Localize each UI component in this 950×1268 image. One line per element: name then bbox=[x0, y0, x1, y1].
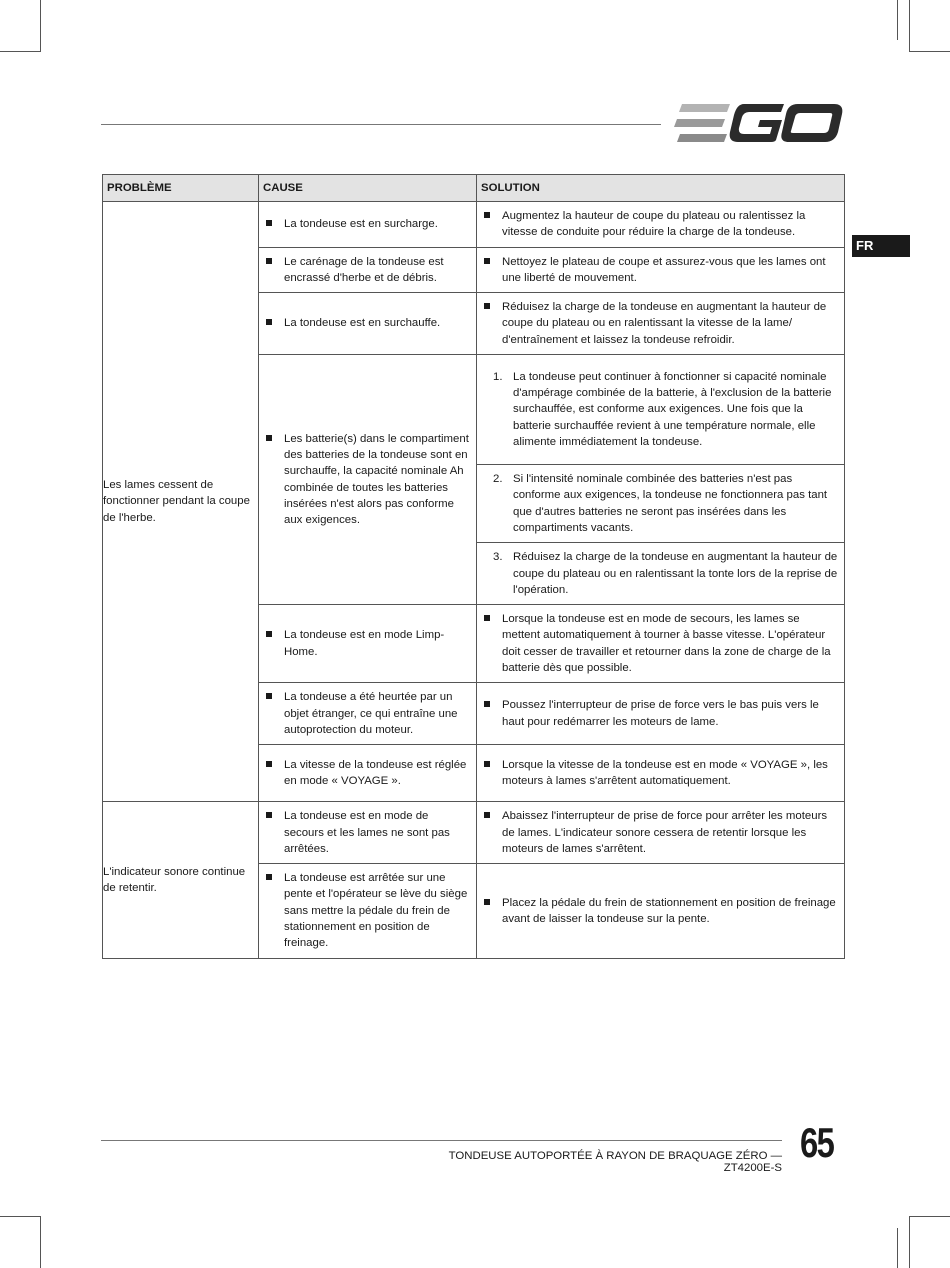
crop-mark bbox=[0, 51, 40, 52]
troubleshooting-table bbox=[102, 174, 845, 959]
cause-cell bbox=[259, 864, 477, 958]
crop-mark bbox=[0, 1216, 40, 1217]
cause-text: La tondeuse est arrêtée sur une pente et l'opérateur se lève du siège sans mettre la pédale du frein de stationnement en position de freinage. bbox=[259, 864, 476, 957]
solution-text: Placez la pédale du frein de stationnement en position de freinage avant de laisser la tondeuse sur la pente. bbox=[477, 889, 844, 934]
solution-cell bbox=[477, 683, 845, 745]
cause-cell bbox=[259, 293, 477, 355]
problem-cell: Les lames cessent de fonctionner pendant la coupe de l'herbe. bbox=[103, 202, 259, 802]
numbered-solution bbox=[477, 363, 844, 456]
solution-cell bbox=[477, 465, 845, 543]
cause-cell bbox=[259, 745, 477, 802]
crop-mark bbox=[909, 1216, 950, 1217]
cause-cell bbox=[259, 247, 477, 293]
solution-cell bbox=[477, 605, 845, 683]
cause-text: Le carénage de la tondeuse est encrassé d'herbe et de débris. bbox=[259, 248, 476, 293]
ego-logo bbox=[672, 102, 844, 144]
table-row bbox=[103, 802, 845, 864]
cause-text: La tondeuse est en surcharge. bbox=[259, 210, 476, 238]
solution-text: Lorsque la tondeuse est en mode de secours, les lames se mettent automatiquement à tourner à basse vitesse. L'opérateur doit cesser de travailler et retourner dans la zone de charge de la batterie dès que possible. bbox=[477, 605, 844, 682]
solution-text: Réduisez la charge de la tondeuse en augmentant la hauteur de coupe du plateau ou en ralentissant la tonte lors de la reprise de l'opération. bbox=[513, 551, 838, 596]
header-cause: CAUSE bbox=[259, 175, 477, 202]
cause-text: Les batterie(s) dans le compartiment des batteries de la tondeuse sont en surchauffe, la capacité nominale Ah combinée de toutes les batteries insérées n'est alors pas conforme aux exigences. bbox=[259, 425, 476, 535]
numbered-solution bbox=[477, 543, 844, 604]
table-row bbox=[103, 202, 845, 248]
crop-mark bbox=[909, 1216, 910, 1268]
language-tab: FR bbox=[852, 235, 910, 257]
crop-mark bbox=[909, 0, 910, 52]
header-rule bbox=[101, 124, 661, 125]
solution-cell bbox=[477, 745, 845, 802]
cause-cell bbox=[259, 202, 477, 248]
step-number: 3. bbox=[493, 551, 503, 564]
solution-cell bbox=[477, 293, 845, 355]
step-number: 2. bbox=[493, 473, 503, 486]
solution-text: Lorsque la vitesse de la tondeuse est en mode « VOYAGE », les moteurs à lames s'arrêtent automatiquement. bbox=[477, 751, 844, 796]
cause-cell bbox=[259, 683, 477, 745]
cause-text: La tondeuse est en mode de secours et les lames ne sont pas arrêtées. bbox=[259, 802, 476, 863]
solution-cell bbox=[477, 247, 845, 293]
crop-mark bbox=[40, 1216, 41, 1268]
cause-text: La tondeuse a été heurtée par un objet étranger, ce qui entraîne une autoprotection du moteur. bbox=[259, 683, 476, 744]
solution-cell bbox=[477, 802, 845, 864]
solution-text: Si l'intensité nominale combinée des batteries n'est pas conforme aux exigences, la tondeuse ne fonctionnera pas tant que d'autres batteries ne seront pas insérées dans les compartiments vacants. bbox=[513, 473, 828, 534]
header-solution: SOLUTION bbox=[477, 175, 845, 202]
solution-cell bbox=[477, 543, 845, 605]
cause-text: La tondeuse est en surchauffe. bbox=[259, 309, 476, 337]
solution-text: La tondeuse peut continuer à fonctionner si capacité nominale d'ampérage combinée de la batterie, à l'exclusion de la batterie surchauffée, est conforme aux exigences. Une fois que la batterie surchauffée revient à une température normale, elle alimente immédiatement la tondeuse. bbox=[513, 370, 832, 449]
crop-mark bbox=[909, 51, 950, 52]
crop-mark bbox=[897, 1228, 898, 1268]
cause-text: La tondeuse est en mode Limp-Home. bbox=[259, 621, 476, 666]
header-problem: PROBLÈME bbox=[103, 175, 259, 202]
problem-cell: L'indicateur sonore continue de retentir. bbox=[103, 802, 259, 958]
crop-mark bbox=[897, 0, 898, 40]
solution-text: Nettoyez le plateau de coupe et assurez-vous que les lames ont une liberté de mouvement. bbox=[477, 248, 844, 293]
cause-text: La vitesse de la tondeuse est réglée en mode « VOYAGE ». bbox=[259, 751, 476, 796]
solution-cell bbox=[477, 864, 845, 958]
cause-cell bbox=[259, 355, 477, 605]
cause-cell bbox=[259, 605, 477, 683]
numbered-solution bbox=[477, 465, 844, 542]
page-number: 65 bbox=[800, 1119, 834, 1166]
solution-text: Réduisez la charge de la tondeuse en augmentant la hauteur de coupe du plateau ou en ralentissant la vitesse de la lame/ d'entraînement et laissez la tondeuse refroidir. bbox=[477, 293, 844, 354]
solution-cell bbox=[477, 355, 845, 465]
solution-cell bbox=[477, 202, 845, 248]
footer-rule bbox=[101, 1140, 782, 1141]
table-header-row bbox=[103, 175, 845, 202]
cause-cell bbox=[259, 802, 477, 864]
solution-text: Abaissez l'interrupteur de prise de force pour arrêter les moteurs de lames. L'indicateur sonore cessera de retentir lorsque les moteurs de lames s'arrêtent. bbox=[477, 802, 844, 863]
crop-mark bbox=[40, 0, 41, 52]
footer-title: TONDEUSE AUTOPORTÉE À RAYON DE BRAQUAGE ZÉRO — ZT4200E-S bbox=[448, 1150, 782, 1174]
solution-text: Augmentez la hauteur de coupe du plateau ou ralentissez la vitesse de conduite pour réduire la charge de la tondeuse. bbox=[477, 202, 844, 247]
step-number: 1. bbox=[493, 370, 503, 383]
solution-text: Poussez l'interrupteur de prise de force vers le bas puis vers le haut pour redémarrer les moteurs de lame. bbox=[477, 691, 844, 736]
